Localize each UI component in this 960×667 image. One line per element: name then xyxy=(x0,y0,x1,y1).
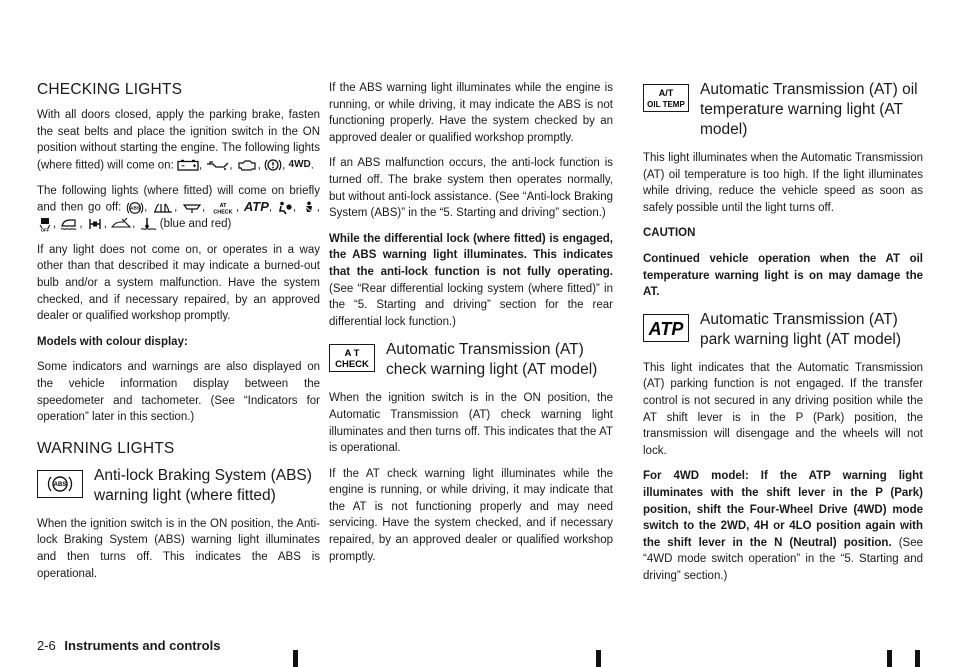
right-column xyxy=(643,80,923,593)
at-check-small-icon xyxy=(210,201,236,215)
diff-lock-icon xyxy=(86,217,104,231)
atp-small-icon: ATP xyxy=(243,199,269,215)
caution-text: Continued vehicle operation when the AT oil temperature warning light is on may damage the AT. xyxy=(643,252,923,299)
crop-mark-middle xyxy=(596,650,601,667)
colour-display-subheading: Models with colour display: xyxy=(37,335,188,348)
battery-icon xyxy=(177,159,199,171)
esp-off-icon xyxy=(37,216,53,232)
svg-text:A/T: A/T xyxy=(658,88,674,98)
checking-lights-heading: CHECKING LIGHTS xyxy=(37,81,183,98)
page-number: 2-6 xyxy=(37,638,56,653)
atp-paragraph-2: For 4WD model: If the ATP warning light illuminates with the shift lever in the P (Park) position, shift the Four-Wheel Drive (4WD) mode switch to the 2WD, 4H or 4LO position again with the shift lever in the N (Neutral) position. (See “4WD mode switch operation” in the “5. Starting and driving” section.) xyxy=(643,470,923,582)
oil-pressure-icon xyxy=(205,159,229,171)
svg-text:A T: A T xyxy=(344,348,360,360)
brake-warning-icon xyxy=(264,157,282,173)
engine-check-icon xyxy=(236,159,258,171)
checking-paragraph-3: If any light does not come on, or operates in a way other than that described it may indicate a burned-out bulb and/or a system malfunction. Have the system checked, and if necessary repaired, by an approved dealer or qualified workshop promptly. xyxy=(37,243,320,323)
oil-temp-icon xyxy=(643,84,689,112)
checking-paragraph-2: The following lights (where fitted) will come on briefly and then go off: ABS , , , AT CHECK , ATP, , , OFF , , , , (blue and red) xyxy=(37,184,320,233)
middle-column xyxy=(329,80,613,574)
svg-text:ABS: ABS xyxy=(130,205,140,211)
at-check-icon xyxy=(329,344,375,372)
caution-label: CAUTION xyxy=(643,227,696,240)
abs-icon xyxy=(126,200,144,216)
warning-lights-heading: WARNING LIGHTS xyxy=(37,439,175,457)
glow-plug-icon xyxy=(152,202,174,214)
atp-header xyxy=(643,310,923,350)
left-column xyxy=(37,80,320,591)
abs-paragraph-2: If the ABS warning light illuminates while the engine is running, or while driving, it may indicate the ABS is not functioning properly. Have the system checked by an approved dealer or qualified workshop promptly. xyxy=(329,82,613,144)
abs-paragraph: When the ignition switch is in the ON position, the Anti-lock Braking System (ABS) warning light illuminates and then turns off. This indicates the ABS is operational. xyxy=(37,517,320,580)
4wd-indicator-icon: 4WD xyxy=(288,158,311,170)
crop-mark-left xyxy=(293,650,298,667)
svg-text:ATP: ATP xyxy=(648,318,684,339)
abs-warning-icon xyxy=(37,470,83,498)
crop-mark-right-2 xyxy=(915,650,920,667)
section-name: Instruments and controls xyxy=(64,638,221,653)
immobilizer-icon xyxy=(110,217,132,231)
slip-indicator-icon xyxy=(59,217,79,231)
at-check-paragraph-1: When the ignition switch is in the ON position, the Automatic Transmission (AT) check warning light illuminates and then turns off. This indicates that the AT is operational. xyxy=(329,392,613,455)
oil-temp-title: Automatic Transmission (AT) oil temperature warning light (AT model) xyxy=(700,81,918,138)
abs-warning-header xyxy=(37,466,320,506)
checking-paragraph-5: Some indicators and warnings are also displayed on the vehicle information display between the speedometer and tachometer. (See “Indicators for operation” later in this section.) xyxy=(37,361,320,424)
seatbelt-icon xyxy=(301,201,317,215)
abs-warning-title: Anti-lock Braking System (ABS) warning light (where fitted) xyxy=(94,466,312,504)
svg-text:OFF: OFF xyxy=(40,227,50,233)
svg-text:CHECK: CHECK xyxy=(335,359,369,371)
svg-text:ABS: ABS xyxy=(53,481,67,488)
svg-text:CHECK: CHECK xyxy=(213,209,233,215)
atp-warning-icon xyxy=(643,314,689,342)
at-check-header xyxy=(329,340,613,380)
water-temp-icon xyxy=(139,217,157,231)
airbag-icon xyxy=(277,201,293,215)
checking-paragraph-1: With all doors closed, apply the parking brake, fasten the seat belts and place the ignition switch in the ON position without starting the engine. The following lights (where fitted) will come on: , , , , 4WD. xyxy=(37,107,320,174)
page-footer xyxy=(37,638,220,653)
svg-text:OIL TEMP: OIL TEMP xyxy=(647,100,685,109)
svg-text:AT: AT xyxy=(219,202,227,209)
water-in-fuel-icon xyxy=(182,202,202,214)
at-check-title: Automatic Transmission (AT) check warning light (AT model) xyxy=(386,341,598,379)
diff-lock-paragraph: While the differential lock (where fitted) is engaged, the ABS warning light illuminates. This indicates that the anti-lock function is not fully operating. (See “Rear differential locking system (where fitted)” in the “5. Starting and driving” section for the rear differential lock function.) xyxy=(329,232,613,328)
at-check-paragraph-2: If the AT check warning light illuminates while the engine is running, or while driving, it may indicate that the AT is not functioning properly and may need servicing. Have the system checked, and if necessary repaired, by an approved dealer or qualified workshop promptly. xyxy=(329,467,613,563)
atp-title: Automatic Transmission (AT) park warning light (AT model) xyxy=(700,310,902,348)
oil-temp-header xyxy=(643,80,923,140)
crop-mark-right-1 xyxy=(887,650,892,667)
oil-temp-paragraph: This light illuminates when the Automatic Transmission (AT) oil temperature is too high. If the light illuminates while driving, reduce the vehicle speed as soon as safely possible until the light turns off. xyxy=(643,152,923,214)
atp-paragraph-1: This light indicates that the Automatic Transmission (AT) parking function is not engaged. If the transfer control is not secured in any driving position while the AT shift lever is in the P (Park) position, the transmission will disengage and the wheels will not lock. xyxy=(643,361,923,457)
abs-paragraph-3: If an ABS malfunction occurs, the anti-lock function is turned off. The brake system then operates normally, but without anti-lock assistance. (See “Anti-lock Braking System (ABS)” in the “5. Starting and driving” section.) xyxy=(329,157,613,220)
